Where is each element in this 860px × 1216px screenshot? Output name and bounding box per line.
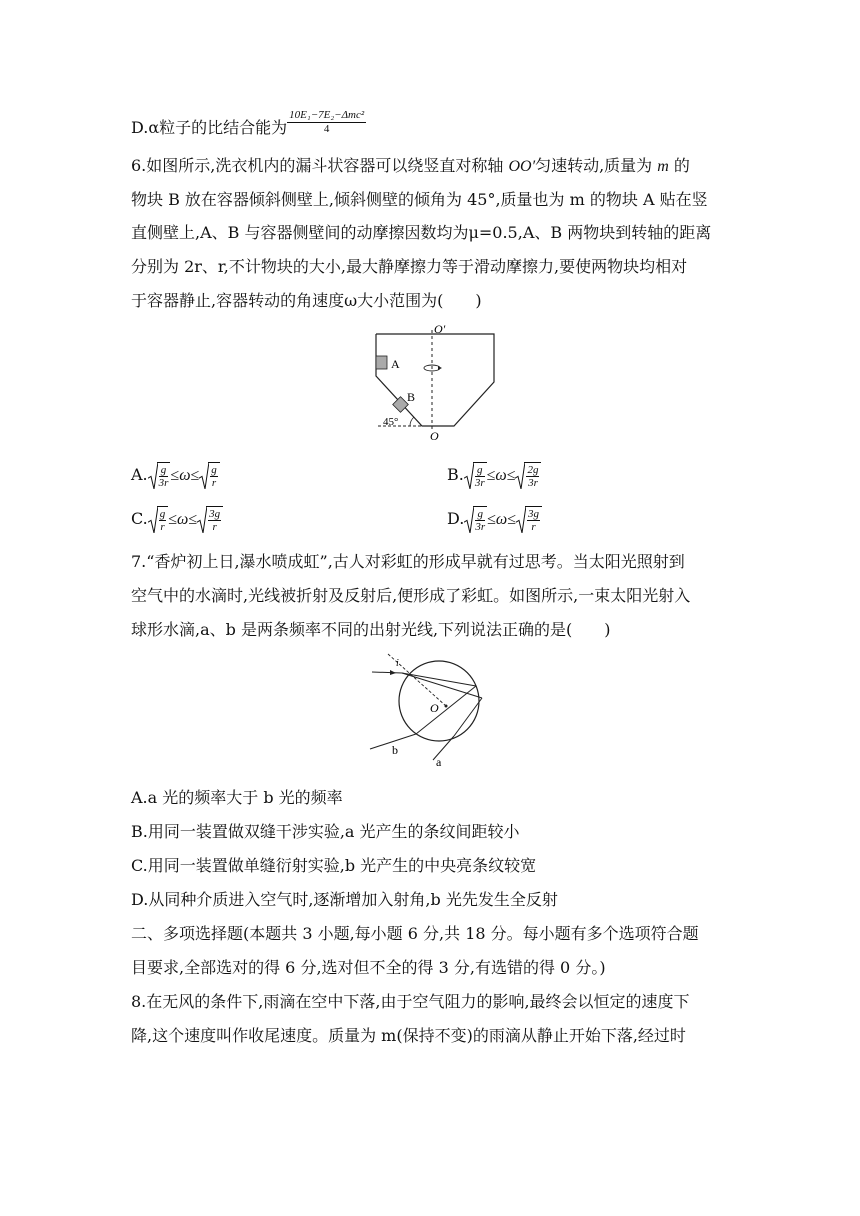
q5-option-d-text: D.α粒子的比结合能为 xyxy=(131,118,288,137)
q7-stem-line-3: 球形水滴,a、b 是两条频率不同的出射光线,下列说法正确的是( ) xyxy=(131,620,611,639)
q7-option-d: D.从同种介质进入空气时,逐渐增加入射角,b 光先发生全反射 xyxy=(131,890,558,909)
q6-text: 6.如图所示,洗衣机内的漏斗状容器可以绕竖直对称轴 xyxy=(131,156,509,175)
sqrt-left: $\frac{g}{3r}$ xyxy=(464,462,487,489)
sqrt-right: $\frac{3g}{r}$ xyxy=(197,506,223,533)
q6-container-diagram xyxy=(370,322,500,444)
option-label: A. xyxy=(131,465,148,484)
inequality: ≤ω≤ xyxy=(486,467,516,484)
sqrt-right: $\frac{3g}{r}$ xyxy=(516,506,542,533)
q7-option-b: B.用同一装置做双缝干涉实验,a 光产生的条纹间距较小 xyxy=(131,822,520,841)
sqrt-right: $\frac{2g}{3r}$ xyxy=(515,462,541,489)
q7-option-a: A.a 光的频率大于 b 光的频率 xyxy=(131,788,343,807)
q7-fig-label-i: i xyxy=(396,658,399,669)
q6-stem-line-5: 于容器静止,容器转动的角速度ω大小范围为( ) xyxy=(131,291,482,310)
section2-heading-line-2: 目要求,全部选对的得 6 分,选对但不全的得 3 分,有选错的得 0 分。) xyxy=(131,958,606,977)
q6-stem-line-3: 直侧壁上,A、B 与容器侧壁间的动摩擦因数均为μ=0.5,A、B 两物块到转轴的距离 xyxy=(131,223,712,242)
q6-text: 匀速转动,质量为 xyxy=(535,156,658,175)
section2-heading-line-1: 二、多项选择题(本题共 3 小题,每小题 6 分,共 18 分。每小题有多个选项符合题 xyxy=(131,924,699,943)
sqrt-left: $\frac{g}{3r}$ xyxy=(464,506,487,533)
q6-text: 的 xyxy=(668,156,690,175)
sqrt-right: $\frac{g}{r}$ xyxy=(199,462,220,489)
q6-fig-label-b: B xyxy=(407,390,416,404)
q8-stem-line-2: 降,这个速度叫作收尾速度。质量为 m(保持不变)的雨滴从静止开始下落,经过时 xyxy=(131,1026,686,1045)
q6-fig-label-o-top: O′ xyxy=(434,322,446,336)
q7-fig-label-a: a xyxy=(436,755,442,769)
q6-option-a xyxy=(131,462,220,489)
q7-option-c: C.用同一装置做单缝衍射实验,b 光产生的中央亮条纹较宽 xyxy=(131,856,537,875)
q6-option-d xyxy=(447,506,542,533)
q5-option-d xyxy=(131,109,366,139)
q5-fraction-denominator: 4 xyxy=(323,123,330,135)
option-label: B. xyxy=(447,465,464,484)
q7-stem-line-1: 7.“香炉初上日,瀑水喷成虹”,古人对彩虹的形成早就有过思考。当太阳光照射到 xyxy=(131,552,685,571)
q7-fig-label-b: b xyxy=(392,743,398,757)
q5-option-d-fraction xyxy=(287,109,366,136)
q6-mass-symbol: m xyxy=(657,158,669,175)
q8-stem-line-1: 8.在无风的条件下,雨滴在空中下落,由于空气阻力的影响,最终会以恒定的速度下 xyxy=(131,992,690,1011)
option-label: C. xyxy=(131,509,148,528)
q6-stem-line-4: 分别为 2r、r,不计物块的大小,最大静摩擦力等于滑动摩擦力,要使两物块均相对 xyxy=(131,257,688,276)
sqrt-left: $\frac{g}{r}$ xyxy=(148,506,169,533)
q6-fig-label-angle: 45° xyxy=(383,416,399,428)
q6-stem-line-2: 物块 B 放在容器倾斜侧壁上,倾斜侧壁的倾角为 45°,质量也为 m 的物块 A 贴在竖 xyxy=(131,190,708,209)
inequality: ≤ω≤ xyxy=(168,511,198,528)
q7-fig-label-o: O xyxy=(430,701,439,715)
sqrt-left: $\frac{g}{3r}$ xyxy=(148,462,171,489)
option-label: D. xyxy=(447,509,465,528)
q6-stem-line-1 xyxy=(131,155,690,178)
q7-stem-line-2: 空气中的水滴时,光线被折射及反射后,便形成了彩虹。如图所示,一束太阳光射入 xyxy=(131,586,691,605)
q6-fig-label-a: A xyxy=(391,357,400,371)
q6-option-c xyxy=(131,506,223,533)
inequality: ≤ω≤ xyxy=(487,511,516,528)
q6-axis-label: OO′ xyxy=(508,158,536,175)
q7-raindrop-diagram xyxy=(366,646,506,772)
q6-option-b xyxy=(447,462,541,489)
q5-fraction-numerator: 10E₁−7E₂−Δmc² xyxy=(289,109,365,121)
q6-fig-label-o-bottom: O xyxy=(430,429,439,443)
inequality: ≤ω≤ xyxy=(170,467,200,484)
